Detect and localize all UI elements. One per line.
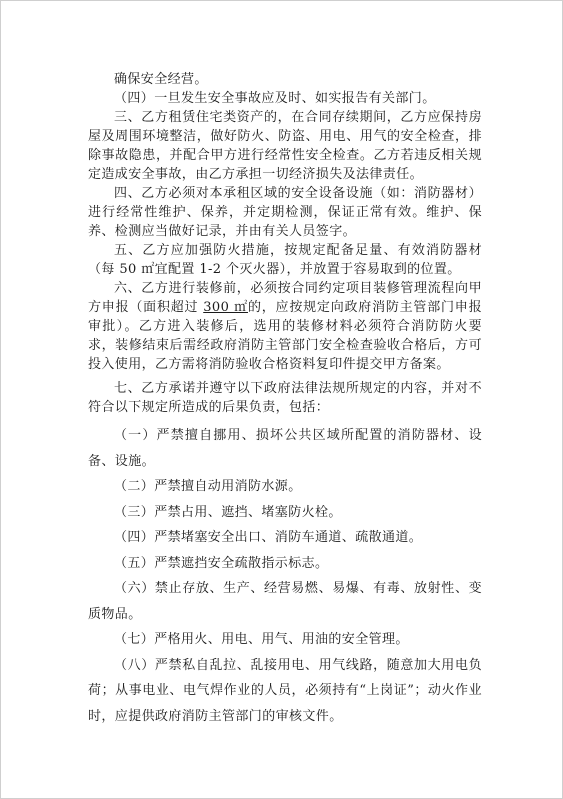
paragraph-section-6 (88, 279, 482, 374)
paragraph-section-4: 四、乙方必须对本承租区域的安全设备设施（如：消防器材）进行经常性维护、保养，并定期检测，保证正常有效。维护、保养、检测应当做好记录，并由有关人员签字。 (88, 186, 482, 239)
section-6-text-b: 的，应按规定向政府消防主管部门申报审批）。乙方进入装修后，选用的装修材料必须符合消防防火要求，装修结束后需经政府消防主管部门安全检查验收合格后，方可投入使用，乙方需将消防验收合格资料复印件提交甲方备案。 (88, 300, 482, 372)
list-item: （八）严禁私自乱拉、乱接用电、用气线路，随意加大用电负荷；从事电业、电气焊作业的人员，必须持有“上岗证”；动火作业时，应提供政府消防主管部门的审核文件。 (88, 657, 482, 724)
list-item: （六）禁止存放、生产、经营易燃、易爆、有毒、放射性、变质物品。 (88, 581, 482, 622)
list-item: （七）严格用火、用电、用气、用油的安全管理。 (114, 632, 409, 647)
paragraph-section-3: 三、乙方租赁住宅类资产的，在合同存续期间，乙方应保持房屋及周围环境整洁，做好防火、防盗、用电、用气的安全检查，排除事故隐患，并配合甲方进行经常性安全检查。乙方若违反相关规定造成安全事故，由乙方承担一切经济损失及法律责任。 (88, 110, 482, 182)
list-item: （三）严禁占用、遮挡、堵塞防火栓。 (114, 504, 342, 520)
paragraph-section-7: 七、乙方承诺并遵守以下政府法律法规所规定的内容，并对不符合以下规定所造成的后果负责，包括： (88, 381, 482, 415)
paragraph-section-5: 五、乙方应加强防火措施，按规定配备足量、有效消防器材（每 50 ㎡宜配置 1-2 个灭火器），并放置于容易取到的位置。 (88, 243, 482, 277)
list-item: （二）严禁擅自动用消防水源。 (114, 479, 302, 494)
list-item: （一）严禁擅自挪用、损坏公共区域所配置的消防器材、设备、设施。 (88, 428, 482, 469)
prohibition-list (88, 423, 482, 729)
section-6-text-a: 六、乙方进行装修前，必须按合同约定项目装修管理流程向甲方申报（面积超过 (88, 281, 482, 315)
document-body (88, 70, 482, 729)
list-item: （四）严禁堵塞安全出口、消防车通道、疏散通道。 (114, 530, 423, 545)
paragraph-continuation: 确保安全经营。 (114, 72, 208, 87)
area-threshold: 300 ㎡ (203, 300, 248, 315)
list-item: （五）严禁遮挡安全疏散指示标志。 (114, 555, 329, 571)
paragraph-clause-4: （四）一旦发生安全事故应及时、如实报告有关部门。 (114, 91, 436, 106)
